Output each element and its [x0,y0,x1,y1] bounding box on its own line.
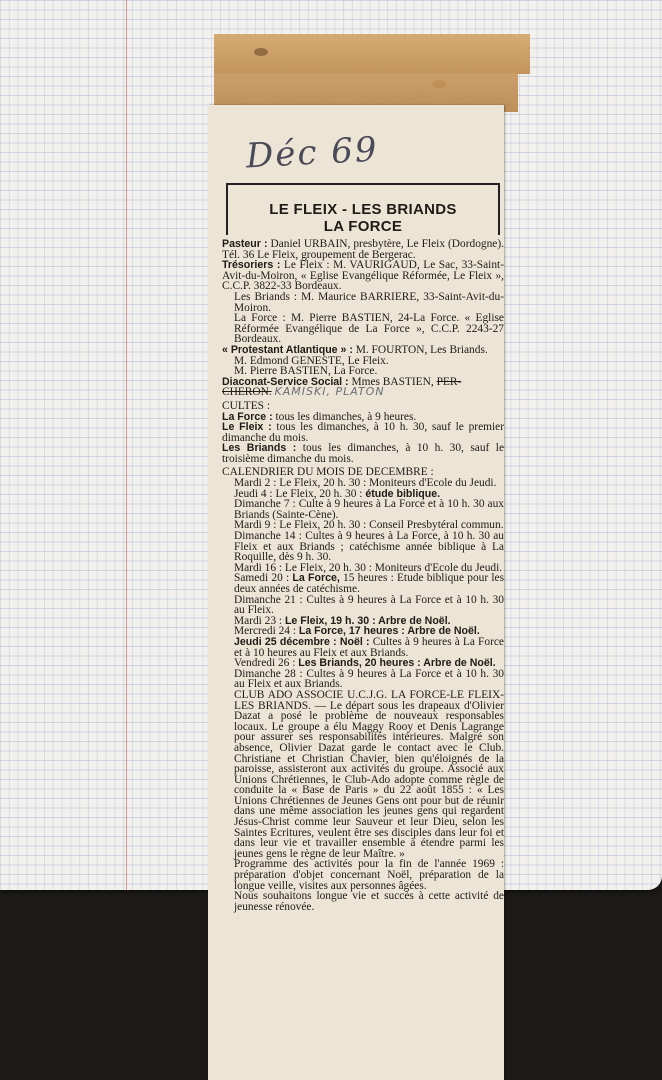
cultes-les-briands-text: tous les dimanches, à 10 h. 30, sauf le troisième dimanche du mois. [222,442,504,465]
cultes-title: CULTES : [222,399,270,412]
pasteur-label: Pasteur : [222,238,268,250]
entry-text: Samedi 20 : [234,572,290,585]
tresoriers-label: Trésoriers : [222,259,281,272]
calendrier-entry: Mardi 9 : Le Fleix, 20 h. 30 : Conseil Presbytéral commun. [234,519,504,532]
club-closing: Nous souhaitons longue vie et succès à cette activité de jeunesse rénovée. [234,890,504,913]
tresoriers-paragraph [222,260,504,292]
tresoriers-le-fleix: Le Fleix : M. VAURIGAUD, Le Sac, 33-Saint-Avit-du-Moiron, « Eglise Evangélique Réformée, Le Fleix », C.C.P. 3822-33 Bordeaux. [222,259,504,293]
entry-text: Vendredi 26 : [234,657,296,670]
calendrier-entry: Mardi 16 : Le Fleix, 20 h. 30 : Moniteurs d'Ecole du Jeudi. [234,561,503,574]
protestant-paragraph [222,345,504,356]
headline-line2: LA FORCE [323,218,403,235]
protestant-label: « Protestant Atlantique » : [222,343,353,356]
article-body [222,239,504,912]
adhesive-tape-top [214,34,530,74]
entry-bold: Le Fleix, 19 h. 30 : Arbre de Noël. [284,614,451,627]
protestant-line3: M. Pierre BASTIEN, La Force. [234,365,378,378]
tape-hole [254,48,268,56]
newspaper-clipping [208,105,504,1080]
cultes-les-briands-label: Les Briands : [222,442,297,455]
tresoriers-la-force: La Force : M. Pierre BASTIEN, 24-La Force. « Eglise Réformée Evangélique de La Force », C.C.P. 2243-27 Bordeaux. [234,312,504,346]
entry-bold: étude biblique. [365,487,441,500]
entry-bold: La Force, 17 heures : Arbre de Noël. [298,625,480,638]
entry-bold: Les Briands, 20 heures : Arbre de Noël. [298,657,496,670]
cultes-la-force-label: La Force : [222,410,273,423]
entry-bold: Jeudi 25 décembre : Noël : [234,635,370,648]
tresoriers-les-briands: Les Briands : M. Maurice BARRIERE, 33-Saint-Avit-du-Moiron. [234,290,504,314]
entry-bold: La Force, [292,572,340,585]
entry-text: Mercredi 24 : [234,625,296,638]
diaconat-text: Mmes BASTIEN, [351,375,434,388]
calendrier-entry [222,637,504,658]
calendrier-entry: Dimanche 7 : Culte à 9 heures à La Force et à 10 h. 30 aux Briands (Sainte-Cène). [234,498,504,521]
cultes-le-fleix-text: tous les dimanches, à 10 h. 30, sauf le premier dimanche du mois. [222,421,505,444]
calendrier-entry: Mardi 2 : Le Fleix, 20 h. 30 : Moniteurs d'Ecole du Jeudi. [234,477,497,490]
entry-text: 15 heures : Etude biblique pour les deux années de catéchisme. [234,572,504,595]
headline-box [226,183,500,235]
cultes-les-briands [222,443,504,464]
calendrier-entry: Dimanche 14 : Cultes à 9 heures à La Force, à 10 h. 30 au Fleix et aux Briands ; catéchisme année biblique à La Roquille, dès 9 h. 30. [234,530,504,564]
protestant-line2: M. Edmond GENESTE, Le Fleix. [234,354,389,367]
calendrier-entry [222,573,504,594]
pasteur-paragraph [222,239,504,260]
calendrier-entry: Dimanche 28 : Cultes à 9 heures à La Force et à 10 h. 30 au Fleix et aux Briands. [234,667,504,691]
cultes-la-force-text: tous les dimanches, à 9 heures. [275,410,417,423]
entry-text: Jeudi 4 : Le Fleix, 20 h. 30 : [234,487,363,500]
protestant-text: M. FOURTON, Les Briands. [355,343,488,356]
handwritten-date: Déc 69 [245,129,380,177]
cultes-le-fleix-label: Le Fleix : [222,421,272,434]
calendrier-title: CALENDRIER DU MOIS DE DECEMBRE : [222,466,434,479]
club-paragraph: CLUB ADO ASSOCIE U.C.J.G. LA FORCE-LE FLEIX-LES BRIANDS. — Le départ sous les drapeaux d'Olivier Dazat a posé le problème de nouveaux responsables locaux. Le groupe a élu Maggy Rooy et Denis Lagrange pour assurer ses responsabilités intérieures. Malgré son absence, Olivier Dazat garde le contact avec le Club. Christiane et Christian Chavier, bien qu'éloignés de la paroisse, assisteront aux activités du groupe. Associé aux Unions Chrétiennes, le Club-Ado adopte comme règle de conduite la « Base de Paris » du 22 août 1855 : « Les Unions Chrétiennes de Jeunes Gens ont pour but de réunir dans une même association les jeunes gens qui regardent Jésus-Christ comme leur Sauveur et leur Dieu, selon les Saintes Ecritures, veulent être ses disciples dans leur foi et dans leur vie et travailler ensemble à étendre parmi les jeunes gens le règne de leur Maître. » [234,688,504,860]
pasteur-text: Daniel URBAIN, presbytère, Le Fleix (Dordogne). Tél. 36 Le Fleix, groupement de Bergerac. [222,238,504,261]
cultes-le-fleix [222,422,504,443]
entry-text: Mardi 23 : [234,614,283,627]
diaconat-label: Diaconat-Service Social : [222,375,349,388]
club-programme: Programme des activités pour la fin de l'année 1969 : préparation d'objet concernant Noël, préparation de la longue veille, visites aux personnes âgées. [234,858,504,892]
diaconat-paragraph [222,377,504,398]
pencil-annotation: KAMISKI, PLATON [274,385,385,399]
diaconat-struck2: CHERON. [222,386,272,399]
calendrier-entry: Dimanche 21 : Cultes à 9 heures à La Force et à 10 h. 30 au Fleix. [234,593,504,617]
diaconat-struck1: PER- [436,375,462,388]
entry-text: Cultes à 9 heures à La Force et à 10 heures au Fleix et aux Briands. [234,635,504,659]
margin-line [126,0,127,890]
headline-line1: LE FLEIX - LES BRIANDS [269,201,457,218]
